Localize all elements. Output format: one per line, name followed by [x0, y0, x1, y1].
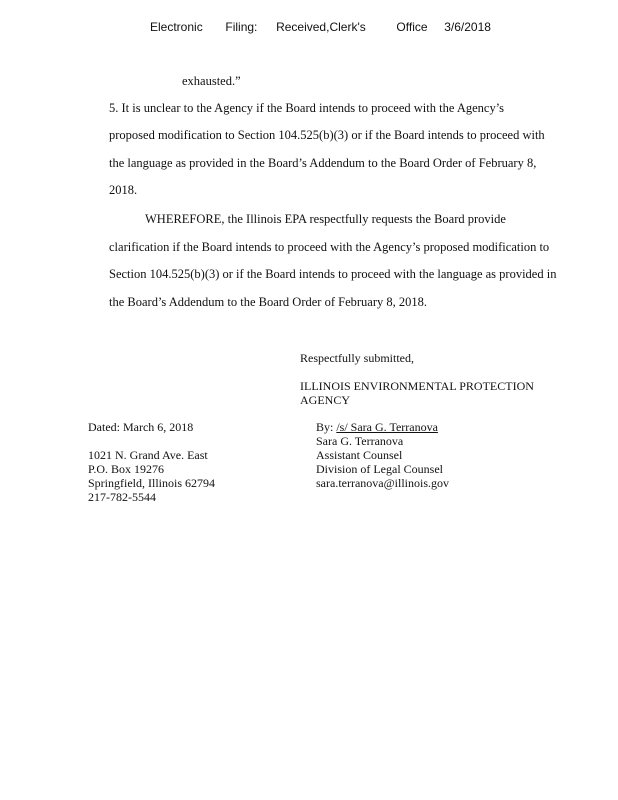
- header-office: Office: [396, 20, 428, 34]
- wherefore-line-3: Section 104.525(b)(3) or if the Board intends to proceed with the language as provided in: [109, 267, 557, 281]
- signer-name: Sara G. Terranova: [316, 434, 404, 448]
- agency-name: [300, 379, 534, 407]
- paragraph-5-line-2: proposed modification to Section 104.525(b)(3) or if the Board intends to proceed with: [109, 128, 545, 142]
- paragraph-5-line-4: 2018.: [109, 183, 138, 197]
- header-electronic: Electronic: [150, 20, 203, 34]
- paragraph-5-line-1: 5. It is unclear to the Agency if the Board intends to proceed with the Agency’s: [109, 101, 505, 115]
- electronic-signature: /s/ Sara G. Terranova: [336, 420, 438, 434]
- wherefore-line-2: clarification if the Board intends to proceed with the Agency’s proposed modification to: [109, 240, 550, 254]
- address-phone: 217-782-5544: [88, 490, 156, 504]
- agency-line-2: AGENCY: [300, 393, 350, 407]
- signer-title: Assistant Counsel: [316, 448, 403, 462]
- header-date: 3/6/2018: [444, 20, 491, 34]
- quote-end: exhausted.”: [182, 74, 241, 88]
- signer-division: Division of Legal Counsel: [316, 462, 443, 476]
- address-line-3: Springfield, Illinois 62794: [88, 476, 215, 490]
- header-filing: Filing:: [225, 20, 258, 34]
- header-received: Received,Clerk's: [276, 20, 366, 34]
- dated-text: Dated: March 6, 2018: [88, 420, 194, 434]
- closing-text: Respectfully submitted,: [300, 351, 414, 365]
- wherefore-line-1: WHEREFORE, the Illinois EPA respectfully requests the Board provide: [145, 212, 506, 226]
- address-line-1: 1021 N. Grand Ave. East: [88, 448, 208, 462]
- by-line: [316, 420, 449, 434]
- paragraph-5-line-3: the language as provided in the Board’s Addendum to the Board Order of February 8,: [109, 156, 537, 170]
- dated-line: [88, 420, 193, 434]
- agency-line-1: ILLINOIS ENVIRONMENTAL PROTECTION: [300, 379, 534, 393]
- signature-block: [316, 420, 449, 490]
- closing: [300, 351, 414, 365]
- filing-header: [150, 20, 491, 34]
- address-line-2: P.O. Box 19276: [88, 462, 165, 476]
- by-prefix: By:: [316, 420, 337, 434]
- wherefore-line-4: the Board’s Addendum to the Board Order of February 8, 2018.: [109, 295, 427, 309]
- address-block: [88, 448, 215, 504]
- signer-email: sara.terranova@illinois.gov: [316, 476, 450, 490]
